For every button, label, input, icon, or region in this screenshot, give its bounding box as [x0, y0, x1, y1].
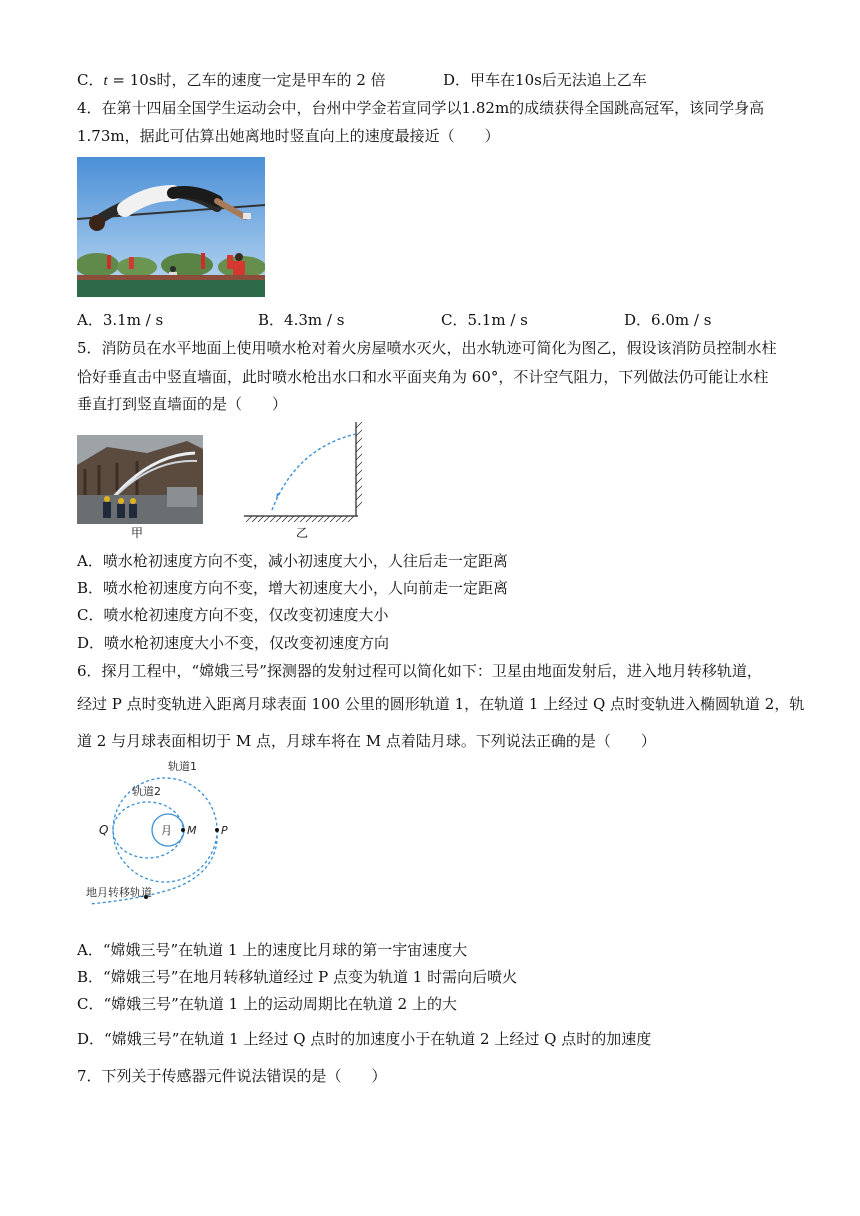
lunar-orbit-diagram	[80, 758, 260, 918]
q4-option-b: B．4.3m / s	[258, 311, 345, 329]
high-jump-photo-illustration	[77, 157, 265, 297]
firefighter-photo-illustration	[77, 435, 203, 524]
q4-stem-line2: 1.73m，据此可估算出她离地时竖直向上的速度最接近（ ）	[77, 127, 500, 145]
high-jump-photo	[77, 157, 265, 297]
q6-option-a: A．“嫦娥三号”在轨道 1 上的速度比月球的第一宇宙速度大	[77, 941, 468, 959]
point-p	[215, 828, 219, 832]
q6-option-d: D．“嫦娥三号”在轨道 1 上经过 Q 点时的加速度小于在轨道 2 上经过 Q 点时的加速度	[77, 1030, 652, 1048]
q6-option-b: B．“嫦娥三号”在地月转移轨道经过 P 点变为轨道 1 时需向后喷火	[77, 968, 518, 986]
firefighter-photo	[77, 435, 203, 524]
orbit-2-ellipse	[113, 802, 183, 858]
q4-stem-line1: 4．在第十四届全国学生运动会中，台州中学金若宣同学以1.82m的成绩获得全国跳高冠军，该同学身高	[77, 99, 765, 117]
point-m	[181, 828, 185, 832]
label-transfer-orbit: 地月转移轨道	[86, 886, 152, 899]
water-trajectory-diagram	[236, 418, 366, 540]
label-q: Q	[99, 823, 109, 837]
q5-stem-line2: 恰好垂直击中竖直墙面，此时喷水枪出水口和水平面夹角为 60°，不计空气阻力，下列做法仍可能让水柱	[77, 368, 769, 386]
figure-label-jia: 甲	[131, 526, 144, 540]
q4-option-d: D．6.0m / s	[624, 311, 712, 329]
label-m: M	[187, 824, 197, 837]
q4-option-a: A．3.1m / s	[77, 311, 164, 329]
label-moon: 月	[161, 824, 172, 837]
q6-stem-line2: 经过 P 点时变轨进入距离月球表面 100 公里的圆形轨道 1，在轨道 1 上经过 Q 点时变轨进入椭圆轨道 2，轨	[77, 695, 805, 713]
q5-option-d: D．喷水枪初速度大小不变，仅改变初速度方向	[77, 634, 390, 652]
q5-option-a: A．喷水枪初速度方向不变，减小初速度大小，人往后走一定距离	[77, 552, 508, 570]
q7-stem-line1: 7．下列关于传感器元件说法错误的是（ ）	[77, 1067, 387, 1085]
q6-option-c: C．“嫦娥三号”在轨道 1 上的运动周期比在轨道 2 上的大	[77, 995, 457, 1013]
q5-stem-line3: 垂直打到竖直墙面的是（ ）	[77, 395, 288, 413]
q6-stem-line1: 6．探月工程中，“嫦娥三号”探测器的发射过程可以简化如下：卫星由地面发射后，进入地月转移轨道，	[77, 662, 762, 680]
label-orbit-2: 轨道2	[132, 785, 161, 798]
q5-stem-line1: 5．消防员在水平地面上使用喷水枪对着火房屋喷水灭火，出水轨迹可简化为图乙，假设该消防员控制水柱	[77, 339, 777, 357]
q6-stem-line3: 道 2 与月球表面相切于 M 点，月球车将在 M 点着陆月球。下列说法正确的是（ ）	[77, 732, 656, 750]
q5-option-b: B．喷水枪初速度方向不变，增大初速度大小，人向前走一定距离	[77, 579, 509, 597]
label-orbit-1: 轨道1	[168, 760, 197, 773]
q3-option-c: C．t = 10s时，乙车的速度一定是甲车的 2 倍	[77, 71, 386, 89]
figure-label-yi: 乙	[296, 526, 309, 540]
label-p: P	[221, 824, 228, 837]
q5-option-c: C．喷水枪初速度方向不变，仅改变初速度大小	[77, 606, 389, 624]
q3-option-d: D．甲车在10s后无法追上乙车	[443, 71, 647, 89]
q4-option-c: C．5.1m / s	[441, 311, 528, 329]
